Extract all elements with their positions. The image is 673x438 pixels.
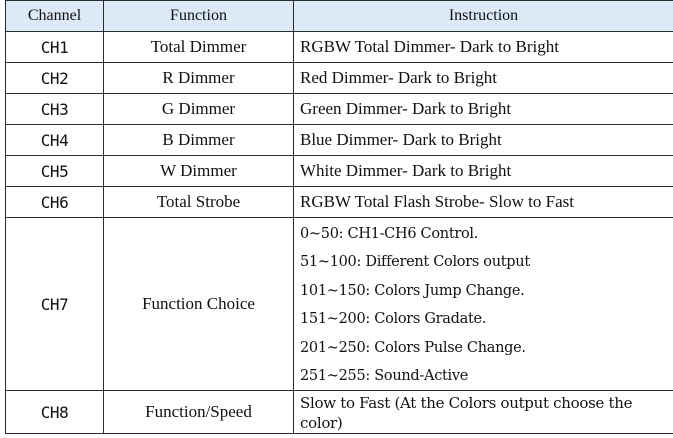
function-cell: Function Choice bbox=[104, 218, 294, 391]
instruction-cell bbox=[294, 218, 673, 391]
instruction-line: 151~200: Colors Gradate. bbox=[300, 311, 487, 328]
function-cell: R Dimmer bbox=[104, 63, 294, 94]
channel-cell: CH3 bbox=[6, 94, 104, 125]
header-channel: Channel bbox=[6, 1, 104, 32]
channel-cell: CH7 bbox=[6, 218, 104, 391]
table-row bbox=[6, 156, 673, 187]
instruction-line: 101~150: Colors Jump Change. bbox=[300, 282, 525, 299]
header-function: Function bbox=[104, 1, 294, 32]
table-row bbox=[6, 218, 673, 391]
channel-cell: CH6 bbox=[6, 187, 104, 218]
table-row bbox=[6, 125, 673, 156]
instruction-cell: Blue Dimmer- Dark to Bright bbox=[294, 125, 673, 156]
channel-cell: CH5 bbox=[6, 156, 104, 187]
table-row bbox=[6, 187, 673, 218]
function-cell: Total Dimmer bbox=[104, 32, 294, 63]
channel-cell: CH4 bbox=[6, 125, 104, 156]
table-row bbox=[6, 63, 673, 94]
instruction-text: Slow to Fast (At the Colors output choose the color) bbox=[300, 394, 633, 432]
channel-cell: CH1 bbox=[6, 32, 104, 63]
function-cell: W Dimmer bbox=[104, 156, 294, 187]
instruction-line: 0~50: CH1-CH6 Control. bbox=[300, 226, 479, 242]
instruction-cell: Red Dimmer- Dark to Bright bbox=[294, 63, 673, 94]
function-cell: Function/Speed bbox=[104, 391, 294, 434]
instruction-cell: Green Dimmer- Dark to Bright bbox=[294, 94, 673, 125]
header-instruction: Instruction bbox=[294, 1, 673, 32]
instruction-cell: RGBW Total Flash Strobe- Slow to Fast bbox=[294, 187, 673, 218]
instruction-cell bbox=[294, 391, 673, 434]
table-row bbox=[6, 32, 673, 63]
function-cell: G Dimmer bbox=[104, 94, 294, 125]
instruction-cell: White Dimmer- Dark to Bright bbox=[294, 156, 673, 187]
instruction-line: 251~255: Sound-Active bbox=[300, 367, 469, 384]
function-cell: B Dimmer bbox=[104, 125, 294, 156]
channel-cell: CH2 bbox=[6, 63, 104, 94]
table-header-row bbox=[6, 1, 673, 32]
instruction-cell: RGBW Total Dimmer- Dark to Bright bbox=[294, 32, 673, 63]
function-cell: Total Strobe bbox=[104, 187, 294, 218]
table-row bbox=[6, 391, 673, 434]
channel-cell: CH8 bbox=[6, 391, 104, 434]
instruction-line: 201~250: Colors Pulse Change. bbox=[300, 339, 526, 356]
channel-table bbox=[5, 0, 673, 438]
table-row bbox=[6, 94, 673, 125]
instruction-line: 51~100: Different Colors output bbox=[300, 254, 530, 271]
